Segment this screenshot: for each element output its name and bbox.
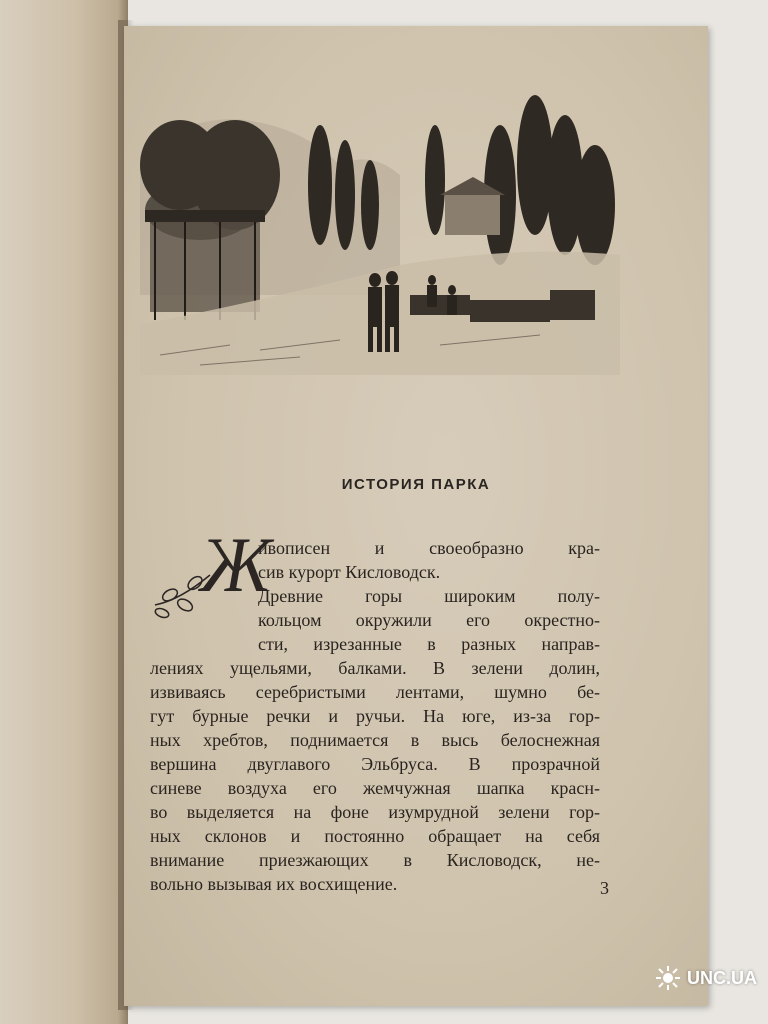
park-illustration [140, 95, 620, 375]
text-line-14: внимание приезжающих в Кисловодск, не- [150, 850, 600, 870]
text-line-4: кольцом окружили его окрестно- [258, 610, 600, 630]
text-line-5: сти, изрезанные в разных направ- [258, 634, 600, 654]
text-line-15: вольно вызывая их восхищение. [150, 874, 398, 894]
watermark-text: UNC.UA [687, 967, 757, 988]
text-line-10: вершина двуглавого Эльбруса. В прозрачной [150, 754, 600, 774]
sun-logo-icon [655, 965, 681, 991]
text-line-11: синеве воздуха его жемчужная шапка красн- [150, 778, 600, 798]
text-line-7: извиваясь серебристыми лентами, шумно бе- [150, 682, 600, 702]
page-number: 3 [600, 878, 609, 898]
text-line-6: лениях ущельями, балками. В зелени долин, [150, 658, 600, 678]
text-line-12: во выделяется на фоне изумрудной зелени гор- [150, 802, 600, 822]
watermark [655, 965, 757, 991]
text-line-3: Древние горы широким полу- [258, 586, 600, 606]
chapter-title: ИСТОРИЯ ПАРКА [341, 476, 491, 493]
text-line-13: ных склонов и постоянно обращает на себя [150, 826, 600, 846]
text-line-9: ных хребтов, поднимается в высь белоснежная [150, 730, 600, 750]
text-line-8: гут бурные речки и ручьи. На юге, из-за гор- [150, 706, 600, 726]
text-line-2: сив курорт Кисловодск. [258, 562, 441, 582]
text-line-1: ивописен и своеобразно кра- [258, 538, 600, 558]
left-page-edge [0, 0, 128, 1024]
drop-cap: Ж [200, 521, 272, 608]
